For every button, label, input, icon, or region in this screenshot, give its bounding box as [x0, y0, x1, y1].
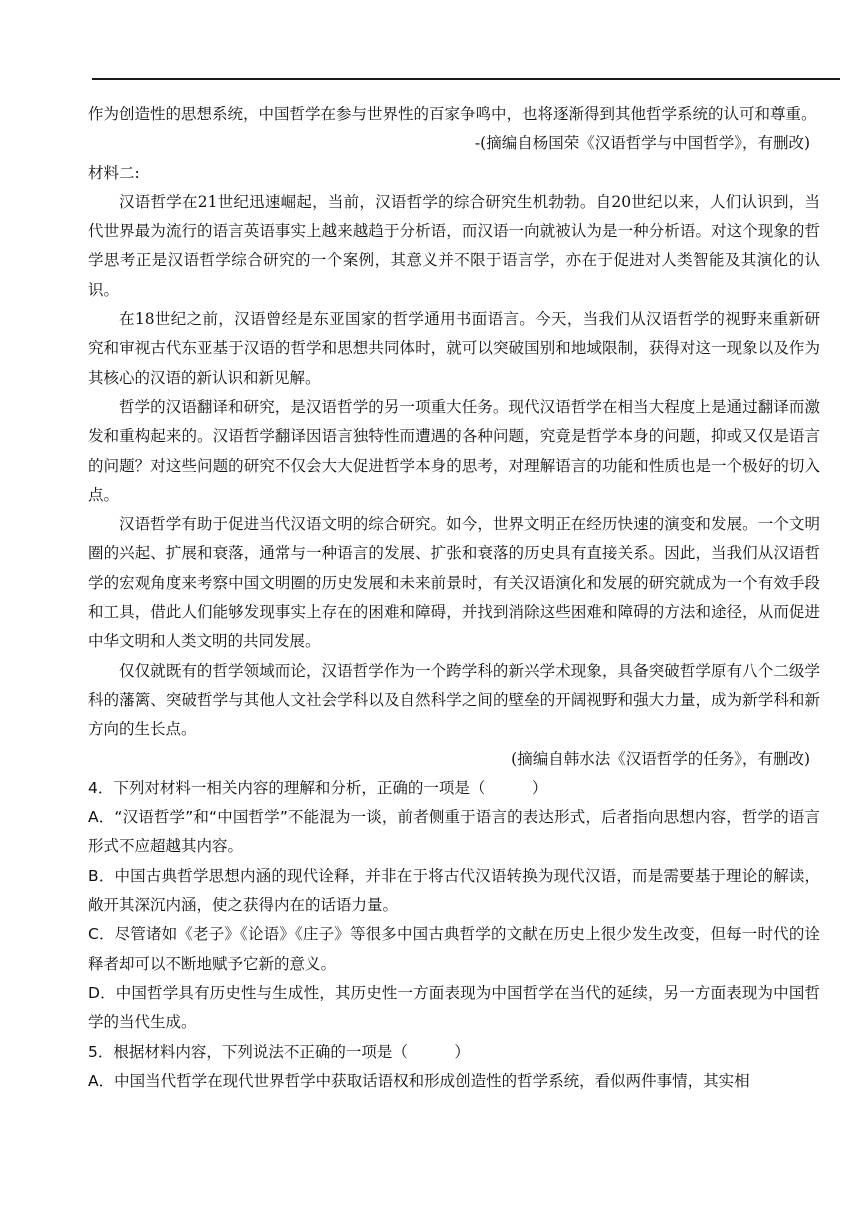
exam-content [88, 100, 820, 1096]
question-5-stem: 5．根据材料内容，下列说法不正确的一项是（ ） [88, 1042, 470, 1061]
material2-paragraph-5: 仅仅就既有的哲学领域而论，汉语哲学作为一个跨学科的新兴学术现象，具备突破哲学原有八个二级学科的藩篱、突破哲学与其他人文社会学科以及自然科学之间的壁垒的开阔视野和强大力量，成为新学科和新方向的生长点。 [88, 661, 820, 739]
material1-source: -(摘编自杨国荣《汉语哲学与中国哲学》，有删改) [474, 134, 810, 153]
material1-tail-paragraph: 作为创造性的思想系统，中国哲学在参与世界性的百家争鸣中，也将逐渐得到其他哲学系统的认可和尊重。 [88, 105, 817, 123]
material2-paragraph-1: 汉语哲学在21世纪迅速崛起，当前，汉语哲学的综合研究生机勃勃。自20世纪以来，人们认识到，当代世界最为流行的语言英语事实上越来越趋于分析语，而汉语一向就被认为是一种分析语。对这个现象的哲学思考正是汉语哲学综合研究的一个案例，其意义并不限于语言学，亦在于促进对人类智能及其演化的认识。 [88, 192, 820, 299]
question-4-option-d: D．中国哲学具有历史性与生成性，其历史性一方面表现为中国哲学在当代的延续，另一方面表现为中国哲学的当代生成。 [88, 983, 820, 1032]
question-5-option-a: A．中国当代哲学在现代世界哲学中获取话语权和形成创造性的哲学系统，看似两件事情，其实相 [88, 1071, 750, 1090]
material2-paragraph-4: 汉语哲学有助于促进当代汉语文明的综合研究。如今，世界文明正在经历快速的演变和发展。一个文明圈的兴起、扩展和衰落，通常与一种语言的发展、扩张和衰落的历史具有直接关系。因此，当我们从汉语哲学的宏观角度来考察中国文明圈的历史发展和未来前景时，有关汉语演化和发展的研究就成为一个有效手段和工具，借此人们能够发现事实上存在的困难和障碍，并找到消除这些困难和障碍的方法和途径，从而促进中华文明和人类文明的共同发展。 [88, 515, 820, 651]
question-4-option-b: B．中国古典哲学思想内涵的现代诠释，并非在于将古代汉语转换为现代汉语，而是需要基于理论的解读，敞开其深沉内涵，使之获得内在的话语力量。 [88, 866, 820, 915]
question-4-option-c: C．尽管诸如《老子》《论语》《庄子》等很多中国古典哲学的文献在历史上很少发生改变，但每一时代的诠释者却可以不断地赋予它新的意义。 [88, 925, 820, 973]
question-4-option-a: A．“汉语哲学”和“中国哲学”不能混为一谈，前者侧重于语言的表达形式，后者指向思想内容，哲学的语言形式不应超越其内容。 [88, 808, 820, 856]
material2-source: (摘编自韩水法《汉语哲学的任务》，有删改) [511, 749, 810, 768]
material2-label: 材料二: [88, 163, 140, 182]
material2-paragraph-3: 哲学的汉语翻译和研究，是汉语哲学的另一项重大任务。现代汉语哲学在相当大程度上是通过翻译而激发和重构起来的。汉语哲学翻译因语言独特性而遭遇的各种问题，究竟是哲学本身的问题，抑或又仅是语言的问题？对这些问题的研究不仅会大大促进哲学本身的思考，对理解语言的功能和性质也是一个极好的切入点。 [88, 397, 820, 504]
question-4-stem: 4．下列对材料一相关内容的理解和分析，正确的一项是（ ） [88, 778, 548, 797]
material2-paragraph-2: 在18世纪之前，汉语曾经是东亚国家的哲学通用书面语言。今天，当我们从汉语哲学的视野来重新研究和审视古代东亚基于汉语的哲学和思想共同体时，就可以突破国别和地域限制，获得对这一现象以及作为其核心的汉语的新认识和新见解。 [88, 310, 820, 387]
header-rule [92, 78, 840, 80]
